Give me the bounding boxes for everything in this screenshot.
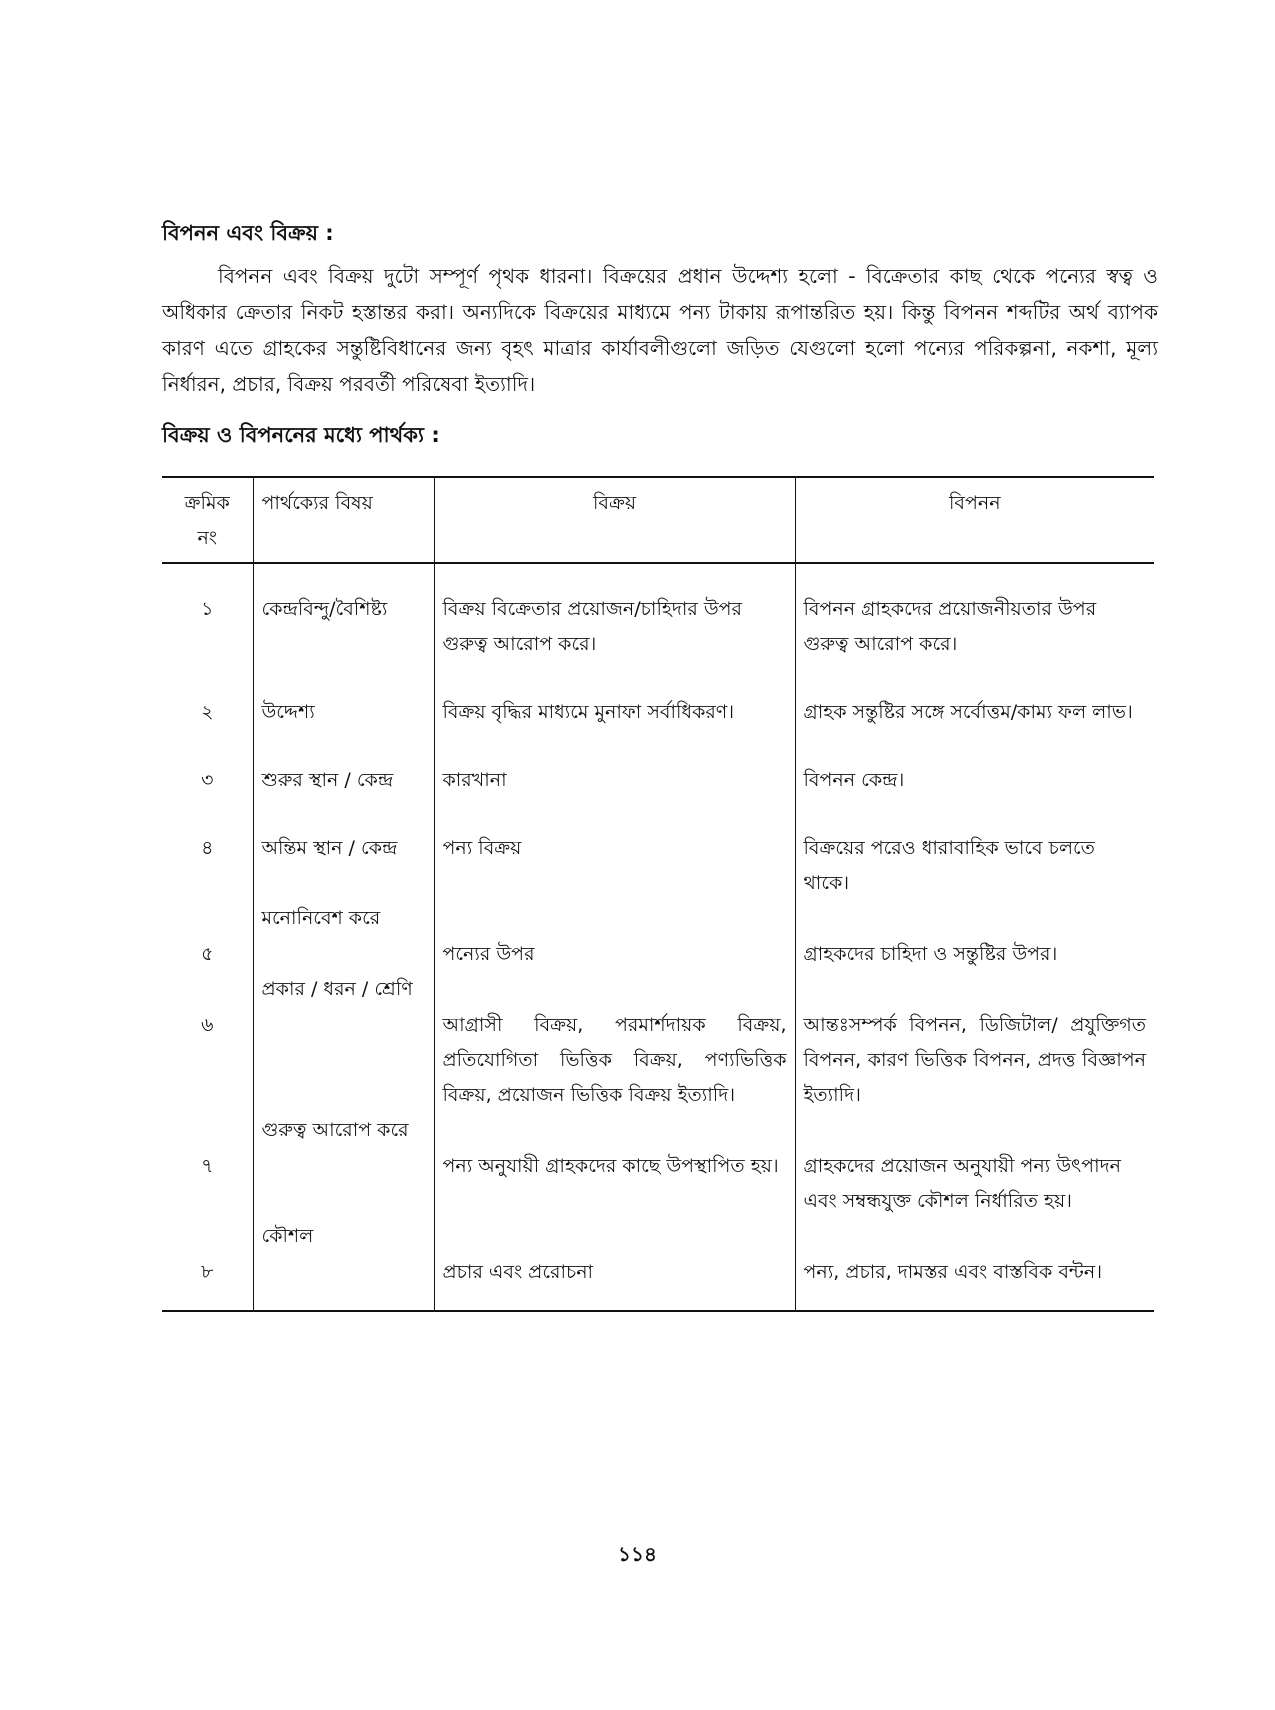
- row-serial: ৭: [201, 1155, 214, 1177]
- row-selling: পন্য অনুযায়ী গ্রাহকদের কাছে উপস্থাপিত হয়।: [434, 1113, 795, 1219]
- table-row: [162, 798, 1154, 901]
- header-marketing: বিপনন: [795, 477, 1154, 563]
- row-selling: প্রচার এবং প্ররোচনা: [434, 1219, 795, 1311]
- row-topic: মনোনিবেশ করে: [253, 901, 434, 972]
- row-serial: ৩: [201, 769, 214, 791]
- table-row: [162, 901, 1154, 972]
- row-marketing: বিপনন গ্রাহকদের প্রয়োজনীয়তার উপর গুরুত্ব আরোপ করে।: [795, 563, 1154, 662]
- row-topic: উদ্দেশ্য: [253, 662, 434, 730]
- table-header-row: [162, 477, 1154, 563]
- row-selling: পন্য বিক্রয়: [434, 798, 795, 901]
- row-topic: কৌশল: [253, 1219, 434, 1311]
- table-row: [162, 1113, 1154, 1219]
- header-serial: ক্রমিক নং: [162, 477, 253, 563]
- table-row: [162, 972, 1154, 1113]
- row-topic: অন্তিম স্থান / কেন্দ্র: [253, 798, 434, 901]
- comparison-table: [162, 476, 1154, 1312]
- row-marketing: গ্রাহকদের চাহিদা ও সন্তুষ্টির উপর।: [795, 901, 1154, 972]
- section-heading: বিপনন এবং বিক্রয় :: [162, 221, 334, 245]
- row-serial: ৮: [162, 1219, 253, 1311]
- row-topic: প্রকার / ধরন / শ্রেণি: [253, 972, 434, 1113]
- row-serial: ৫: [201, 943, 214, 965]
- row-serial: ৪: [201, 837, 214, 859]
- row-selling: আগ্রাসী বিক্রয়, পরমার্শদায়ক বিক্রয়, প্রতিযোগিতা ভিত্তিক বিক্রয়, পণ্যভিত্তিক বিক্রয়, প্রয়োজন ভিত্তিক বিক্রয় ইত্যাদি।: [434, 972, 795, 1113]
- row-topic: শুরুর স্থান / কেন্দ্র: [253, 730, 434, 798]
- row-marketing: বিক্রয়ের পরেও ধারাবাহিক ভাবে চলতে থাকে।: [795, 798, 1154, 901]
- body-paragraph: বিপনন এবং বিক্রয় দুটো সম্পূর্ণ পৃথক ধারনা। বিক্রয়ের প্রধান উদ্দেশ্য হলো - বিক্রেতার কাছ থেকে পন্যের স্বত্ব ও অধিকার ক্রেতার নিকট হস্তান্তর করা। অন্যদিকে বিক্রয়ের মাধ্যমে পন্য টাকায় রূপান্তরিত হয়। কিন্তু বিপনন শব্দটির অর্থ ব্যাপক কারণ এতে গ্রাহকের সন্তুষ্টিবিধানের জন্য বৃহৎ মাত্রার কার্যাবলীগুলো জড়িত যেগুলো হলো পন্যের পরিকল্পনা, নকশা, মূল্য নির্ধারন, প্রচার, বিক্রয় পরবর্তী পরিষেবা ইত্যাদি।: [162, 264, 1158, 396]
- row-marketing: গ্রাহকদের প্রয়োজন অনুযায়ী পন্য উৎপাদন এবং সম্বন্ধযুক্ত কৌশল নির্ধারিত হয়।: [795, 1113, 1154, 1219]
- row-marketing: গ্রাহক সন্তুষ্টির সঙ্গে সর্বোত্তম/কাম্য ফল লাভ।: [795, 662, 1154, 730]
- table-row: [162, 662, 1154, 730]
- row-serial: ২: [201, 701, 214, 723]
- row-selling: কারখানা: [434, 730, 795, 798]
- row-serial: ৬: [201, 1014, 214, 1036]
- page-number: ১১৪: [618, 1542, 657, 1566]
- row-topic: কেন্দ্রবিন্দু/বৈশিষ্ট্য: [253, 563, 434, 662]
- table-row: [162, 730, 1154, 798]
- row-selling: পন্যের উপর: [434, 901, 795, 972]
- table-row: [162, 563, 1154, 662]
- row-serial: ১: [201, 598, 214, 620]
- table-heading: বিক্রয় ও বিপননের মধ্যে পার্থক্য :: [162, 423, 440, 447]
- header-topic: পার্থক্যের বিষয়: [253, 477, 434, 563]
- row-selling: বিক্রয় বৃদ্ধির মাধ্যমে মুনাফা সর্বাধিকরণ।: [434, 662, 795, 730]
- row-topic: গুরুত্ব আরোপ করে: [253, 1113, 434, 1219]
- row-marketing: আন্তঃসম্পর্ক বিপনন, ডিজিটাল/ প্রযুক্তিগত বিপনন, কারণ ভিত্তিক বিপনন, প্রদত্ত বিজ্ঞাপন ইত্যাদি।: [795, 972, 1154, 1113]
- row-selling: বিক্রয় বিক্রেতার প্রয়োজন/চাহিদার উপর গুরুত্ব আরোপ করে।: [434, 563, 795, 662]
- row-marketing: বিপনন কেন্দ্র।: [795, 730, 1154, 798]
- table-row: [162, 1219, 1154, 1311]
- row-marketing: পন্য, প্রচার, দামস্তর এবং বাস্তবিক বন্টন।: [795, 1219, 1154, 1311]
- header-selling: বিক্রয়: [434, 477, 795, 563]
